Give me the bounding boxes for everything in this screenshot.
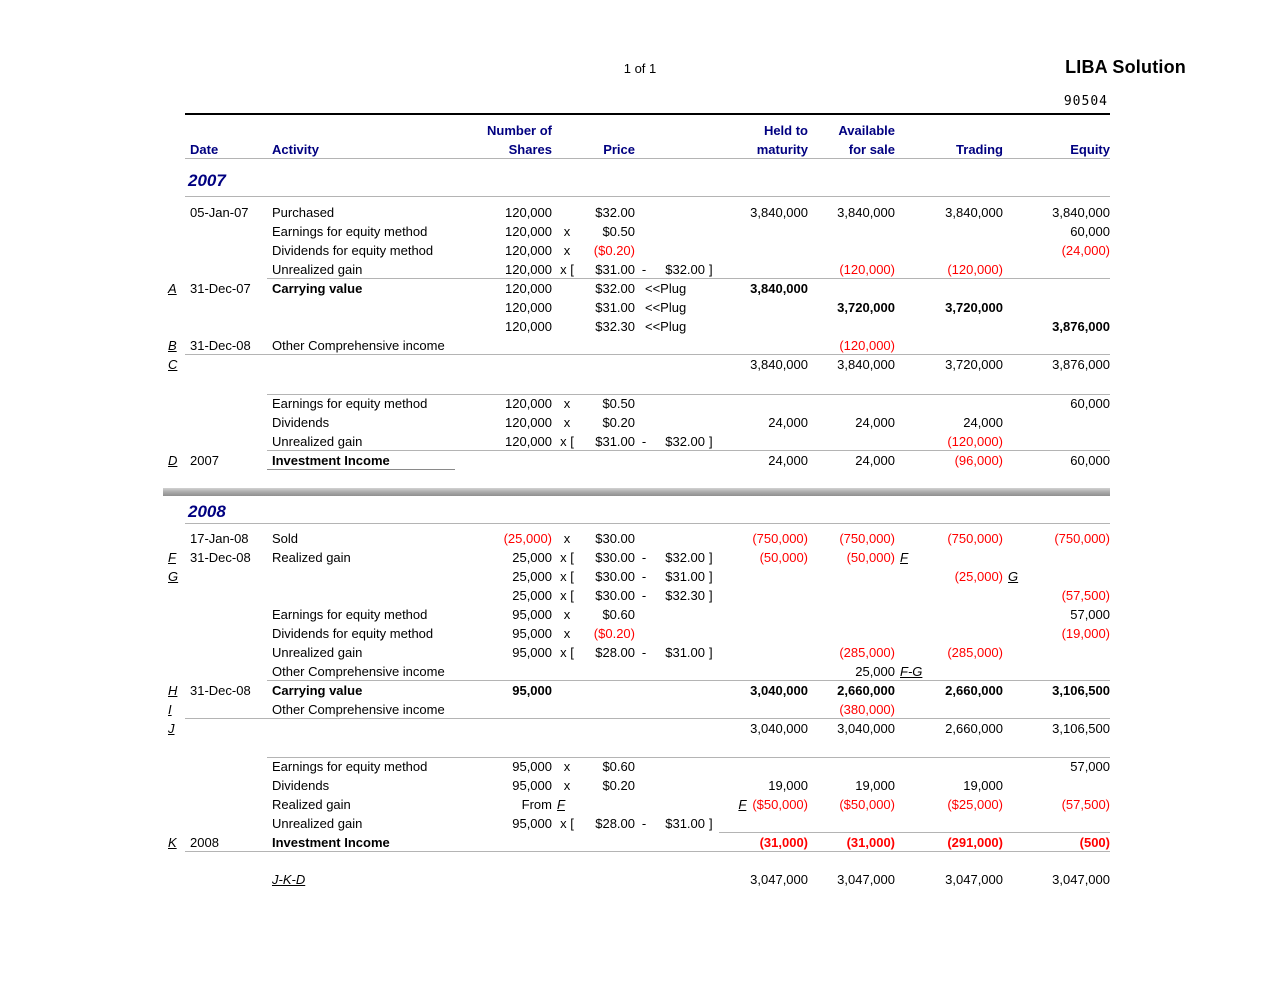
equity-value: (57,500)	[1061, 797, 1110, 812]
section-rule	[185, 523, 1110, 524]
date: 31-Dec-08	[190, 338, 251, 353]
price: $0.20	[602, 415, 635, 430]
reference-letter: F	[900, 550, 908, 565]
table-row	[163, 298, 1110, 317]
table-row	[163, 700, 1110, 719]
bracket-close: ]	[709, 588, 713, 603]
multiply-sign: x [	[560, 262, 574, 277]
available-for-sale-value: (380,000)	[839, 702, 895, 717]
available-for-sale-value: 3,720,000	[837, 300, 895, 315]
held-to-maturity-value: 24,000	[768, 415, 808, 430]
multiply-sign: x [	[560, 588, 574, 603]
available-for-sale-value: ($50,000)	[839, 797, 895, 812]
plug-note: <<Plug	[645, 281, 687, 296]
price-2: $32.00	[665, 434, 705, 449]
shares: From F	[521, 797, 565, 812]
table-row	[163, 643, 1110, 662]
price: $28.00	[595, 645, 635, 660]
table-row	[163, 605, 1110, 624]
price-2: $31.00	[665, 816, 705, 831]
available-for-sale-value: (50,000) F	[846, 550, 908, 565]
price-2: $31.00	[665, 645, 705, 660]
page-indicator: 1 of 1	[623, 61, 657, 76]
table-body	[163, 167, 1110, 889]
equity-value: (24,000)	[1061, 243, 1110, 258]
available-for-sale-value: 24,000	[855, 415, 895, 430]
minus-sign: -	[641, 262, 647, 277]
held-to-maturity-value: 24,000	[768, 453, 808, 468]
available-for-sale-value: 3,840,000	[837, 205, 895, 220]
table-row	[163, 432, 1110, 451]
bracket-close: ]	[709, 550, 713, 565]
held-to-maturity-value: (31,000)	[759, 835, 808, 850]
trading-value: 19,000	[963, 778, 1003, 793]
held-to-maturity-value: (750,000)	[752, 531, 808, 546]
col-header-for-sale: for sale	[848, 142, 895, 157]
price: $0.50	[602, 224, 635, 239]
multiply-sign: x [	[560, 550, 574, 565]
shares: 120,000	[505, 415, 552, 430]
activity: Earnings for equity method	[272, 224, 428, 239]
equity-value: (57,500)	[1061, 588, 1110, 603]
price: ($0.20)	[593, 626, 635, 641]
col-header-price: Price	[603, 142, 635, 157]
available-for-sale-value: 2,660,000	[837, 683, 895, 698]
available-for-sale-value: (120,000)	[839, 338, 895, 353]
multiply-sign: x	[563, 759, 571, 774]
trading-value: (120,000)	[947, 434, 1003, 449]
price: $0.20	[602, 778, 635, 793]
minus-sign: -	[641, 434, 647, 449]
activity: Dividends for equity method	[272, 626, 434, 641]
table-row	[163, 355, 1110, 374]
trading-value: (750,000)	[947, 531, 1003, 546]
activity: Investment Income	[267, 451, 455, 470]
shares: 120,000	[505, 224, 552, 239]
table-row	[163, 548, 1110, 567]
shares: 95,000	[512, 626, 552, 641]
date: 31-Dec-08	[190, 550, 251, 565]
minus-sign: -	[641, 816, 647, 831]
activity: Unrealized gain	[272, 816, 363, 831]
date: 05-Jan-07	[190, 205, 249, 220]
shares: 95,000	[512, 683, 552, 698]
multiply-sign: x [	[560, 645, 574, 660]
price: $32.00	[595, 205, 635, 220]
table-row	[163, 529, 1110, 548]
row-letter: D	[168, 453, 178, 468]
bracket-close: ]	[709, 816, 713, 831]
held-to-maturity-value: (50,000)	[759, 550, 808, 565]
row-letter: C	[168, 357, 178, 372]
multiply-sign: x [	[560, 816, 574, 831]
row-letter: H	[168, 683, 178, 698]
shares: 25,000	[512, 550, 552, 565]
price: $30.00	[595, 569, 635, 584]
section-year: 2008	[188, 502, 226, 521]
col-header-available: Available	[838, 123, 895, 138]
col-header-date: Date	[190, 142, 219, 157]
equity-value: (500)	[1079, 835, 1110, 850]
section-heading	[163, 498, 1110, 524]
price: $32.00	[595, 281, 635, 296]
available-for-sale-value: 3,040,000	[837, 721, 895, 736]
activity: J-K-D	[272, 872, 306, 887]
table-row	[163, 279, 1110, 298]
multiply-sign: x [	[560, 434, 574, 449]
table-row	[163, 394, 1110, 413]
trading-value: (96,000)	[954, 453, 1003, 468]
equity-value: 3,840,000	[1052, 205, 1110, 220]
price: ($0.20)	[593, 243, 635, 258]
header-row-1	[163, 121, 1110, 140]
multiply-sign: x	[563, 396, 571, 411]
bracket-close: ]	[709, 569, 713, 584]
available-for-sale-value: 3,840,000	[837, 357, 895, 372]
reference-letter: G	[1008, 569, 1019, 584]
col-header-activity: Activity	[272, 142, 319, 157]
price: $30.00	[595, 588, 635, 603]
activity: Dividends for equity method	[272, 243, 434, 258]
table-row	[163, 317, 1110, 336]
col-header-number-of: Number of	[487, 123, 552, 138]
shares: 120,000	[505, 319, 552, 334]
col-header-equity: Equity	[1070, 142, 1110, 157]
available-for-sale-value: 25,000 F-G	[855, 664, 923, 679]
header-row-2	[163, 140, 1110, 159]
held-to-maturity-value: 3,040,000	[750, 721, 808, 736]
trading-value: (291,000)	[947, 835, 1003, 850]
col-header-held-to: Held to	[763, 123, 808, 138]
worksheet-table	[163, 121, 1110, 889]
row-letter: G	[168, 569, 179, 584]
table-row	[163, 413, 1110, 432]
bracket-close: ]	[709, 645, 713, 660]
equity-value: 60,000	[1070, 396, 1110, 411]
activity: Dividends	[272, 778, 330, 793]
date: 31-Dec-08	[190, 683, 251, 698]
multiply-sign: x	[563, 415, 571, 430]
row-letter: J	[168, 721, 175, 736]
section-separator-bar	[163, 488, 1110, 496]
equity-value: 3,876,000	[1052, 357, 1110, 372]
table-row	[163, 451, 1110, 470]
price: $31.00	[595, 300, 635, 315]
price-2: $32.30	[665, 588, 705, 603]
price: $32.30	[595, 319, 635, 334]
date: 2008	[190, 835, 219, 850]
shares: 95,000	[512, 778, 552, 793]
shares: 120,000	[505, 434, 552, 449]
available-for-sale-value: 3,047,000	[837, 872, 895, 887]
table-row	[163, 624, 1110, 643]
plug-note: <<Plug	[645, 300, 687, 315]
equity-value: 3,106,500	[1052, 683, 1110, 698]
equity-value: 3,047,000	[1052, 872, 1110, 887]
held-to-maturity-value: 3,047,000	[750, 872, 808, 887]
activity: Earnings for equity method	[272, 759, 428, 774]
price: $30.00	[595, 550, 635, 565]
plug-note: <<Plug	[645, 319, 687, 334]
table-row	[163, 567, 1110, 586]
table-row	[163, 336, 1110, 355]
equity-value: 60,000	[1070, 453, 1110, 468]
table-row	[163, 241, 1110, 260]
table-row	[163, 203, 1110, 222]
activity: Carrying value	[272, 683, 363, 698]
activity: Dividends	[272, 415, 330, 430]
trading-value: ($25,000)	[947, 797, 1003, 812]
row-letter: A	[168, 281, 177, 296]
available-for-sale-value: (120,000)	[839, 262, 895, 277]
shares: 120,000	[505, 205, 552, 220]
trading-value: 2,660,000	[945, 683, 1003, 698]
shares: 95,000	[512, 816, 552, 831]
held-to-maturity-value: F ($50,000)	[738, 797, 808, 812]
activity: Realized gain	[272, 550, 351, 565]
activity: Other Comprehensive income	[272, 664, 445, 679]
shares: 120,000	[505, 243, 552, 258]
shares: 95,000	[512, 645, 552, 660]
activity: Unrealized gain	[272, 434, 363, 449]
table-row	[163, 719, 1110, 738]
top-rule	[185, 113, 1110, 115]
stamp-number: 90504	[1063, 94, 1108, 109]
col-header-shares: Shares	[508, 142, 552, 157]
trading-value: 2,660,000	[945, 721, 1003, 736]
price-2: $32.00	[665, 262, 705, 277]
multiply-sign: x	[563, 626, 571, 641]
activity: Other Comprehensive income	[272, 338, 445, 353]
shares: 120,000	[505, 300, 552, 315]
held-to-maturity-value: 3,040,000	[750, 683, 808, 698]
date: 17-Jan-08	[190, 531, 249, 546]
col-header-maturity: maturity	[756, 142, 808, 157]
row-letter: I	[168, 702, 172, 717]
activity: Realized gain	[272, 797, 351, 812]
section-year: 2007	[188, 171, 226, 190]
shares: 120,000	[505, 262, 552, 277]
price: $0.60	[602, 759, 635, 774]
price-2: $32.00	[665, 550, 705, 565]
table-row	[163, 681, 1110, 700]
trading-value: (25,000) G	[954, 569, 1019, 584]
table-row	[163, 833, 1110, 852]
price-2: $31.00	[665, 569, 705, 584]
shares: 95,000	[512, 759, 552, 774]
multiply-sign: x	[563, 607, 571, 622]
minus-sign: -	[641, 569, 647, 584]
table-row	[163, 776, 1110, 795]
held-to-maturity-value: 3,840,000	[750, 281, 808, 296]
rule-line	[185, 851, 1110, 852]
activity: Carrying value	[272, 281, 363, 296]
document-title: LIBA Solution	[1065, 57, 1186, 77]
available-for-sale-value: 24,000	[855, 453, 895, 468]
trading-value: 3,047,000	[945, 872, 1003, 887]
minus-sign: -	[641, 645, 647, 660]
activity: Purchased	[272, 205, 335, 220]
held-to-maturity-value: 3,840,000	[750, 205, 808, 220]
col-header-trading: Trading	[956, 142, 1003, 157]
table-row	[163, 795, 1110, 814]
multiply-sign: x	[563, 243, 571, 258]
bracket-close: ]	[709, 262, 713, 277]
equity-value: 3,106,500	[1052, 721, 1110, 736]
multiply-sign: x	[563, 778, 571, 793]
price: $31.00	[595, 262, 635, 277]
shares: (25,000)	[503, 531, 552, 546]
row-letter: K	[168, 835, 177, 850]
activity: Sold	[272, 531, 299, 546]
table-row	[163, 757, 1110, 776]
equity-value: 57,000	[1070, 759, 1110, 774]
equity-value: 57,000	[1070, 607, 1110, 622]
equity-value: 60,000	[1070, 224, 1110, 239]
date: 31-Dec-07	[190, 281, 251, 296]
trading-value: (120,000)	[947, 262, 1003, 277]
table-row	[163, 586, 1110, 605]
table-row	[163, 260, 1110, 279]
multiply-sign: x	[563, 224, 571, 239]
reference-letter: F	[738, 797, 747, 812]
table-row	[163, 870, 1110, 889]
held-to-maturity-value: 3,840,000	[750, 357, 808, 372]
price: $0.60	[602, 607, 635, 622]
reference-letter: F	[557, 797, 565, 812]
equity-value: 3,876,000	[1052, 319, 1110, 334]
held-to-maturity-value: 19,000	[768, 778, 808, 793]
activity: Unrealized gain	[272, 645, 363, 660]
activity: Other Comprehensive income	[272, 702, 445, 717]
available-for-sale-value: (750,000)	[839, 531, 895, 546]
activity: Investment Income	[267, 833, 455, 852]
trading-value: 3,840,000	[945, 205, 1003, 220]
price: $31.00	[595, 434, 635, 449]
multiply-sign: x	[563, 531, 571, 546]
minus-sign: -	[641, 588, 647, 603]
table-row	[163, 662, 1110, 681]
activity: Earnings for equity method	[272, 396, 428, 411]
shares: 25,000	[512, 588, 552, 603]
shares: 120,000	[505, 396, 552, 411]
available-for-sale-value: (31,000)	[846, 835, 895, 850]
trading-value: 3,720,000	[945, 357, 1003, 372]
section-heading	[163, 167, 1110, 197]
activity: Unrealized gain	[272, 262, 363, 277]
shares: 95,000	[512, 607, 552, 622]
trading-value: (285,000)	[947, 645, 1003, 660]
bracket-close: ]	[709, 434, 713, 449]
row-letter: B	[168, 338, 177, 353]
minus-sign: -	[641, 550, 647, 565]
price: $28.00	[595, 816, 635, 831]
table-row	[163, 222, 1110, 241]
section-rule	[185, 196, 1110, 197]
shares: 25,000	[512, 569, 552, 584]
available-for-sale-value: (285,000)	[839, 645, 895, 660]
date: 2007	[190, 453, 219, 468]
available-for-sale-value: 19,000	[855, 778, 895, 793]
reference-letter: F-G	[900, 664, 923, 679]
price: $30.00	[595, 531, 635, 546]
header-rule	[185, 158, 1110, 159]
trading-value: 24,000	[963, 415, 1003, 430]
trading-value: 3,720,000	[945, 300, 1003, 315]
row-letter: F	[168, 550, 176, 565]
equity-value: (750,000)	[1054, 531, 1110, 546]
equity-value: (19,000)	[1061, 626, 1110, 641]
table-row	[163, 814, 1110, 833]
shares: 120,000	[505, 281, 552, 296]
price: $0.50	[602, 396, 635, 411]
multiply-sign: x [	[560, 569, 574, 584]
activity: Earnings for equity method	[272, 607, 428, 622]
